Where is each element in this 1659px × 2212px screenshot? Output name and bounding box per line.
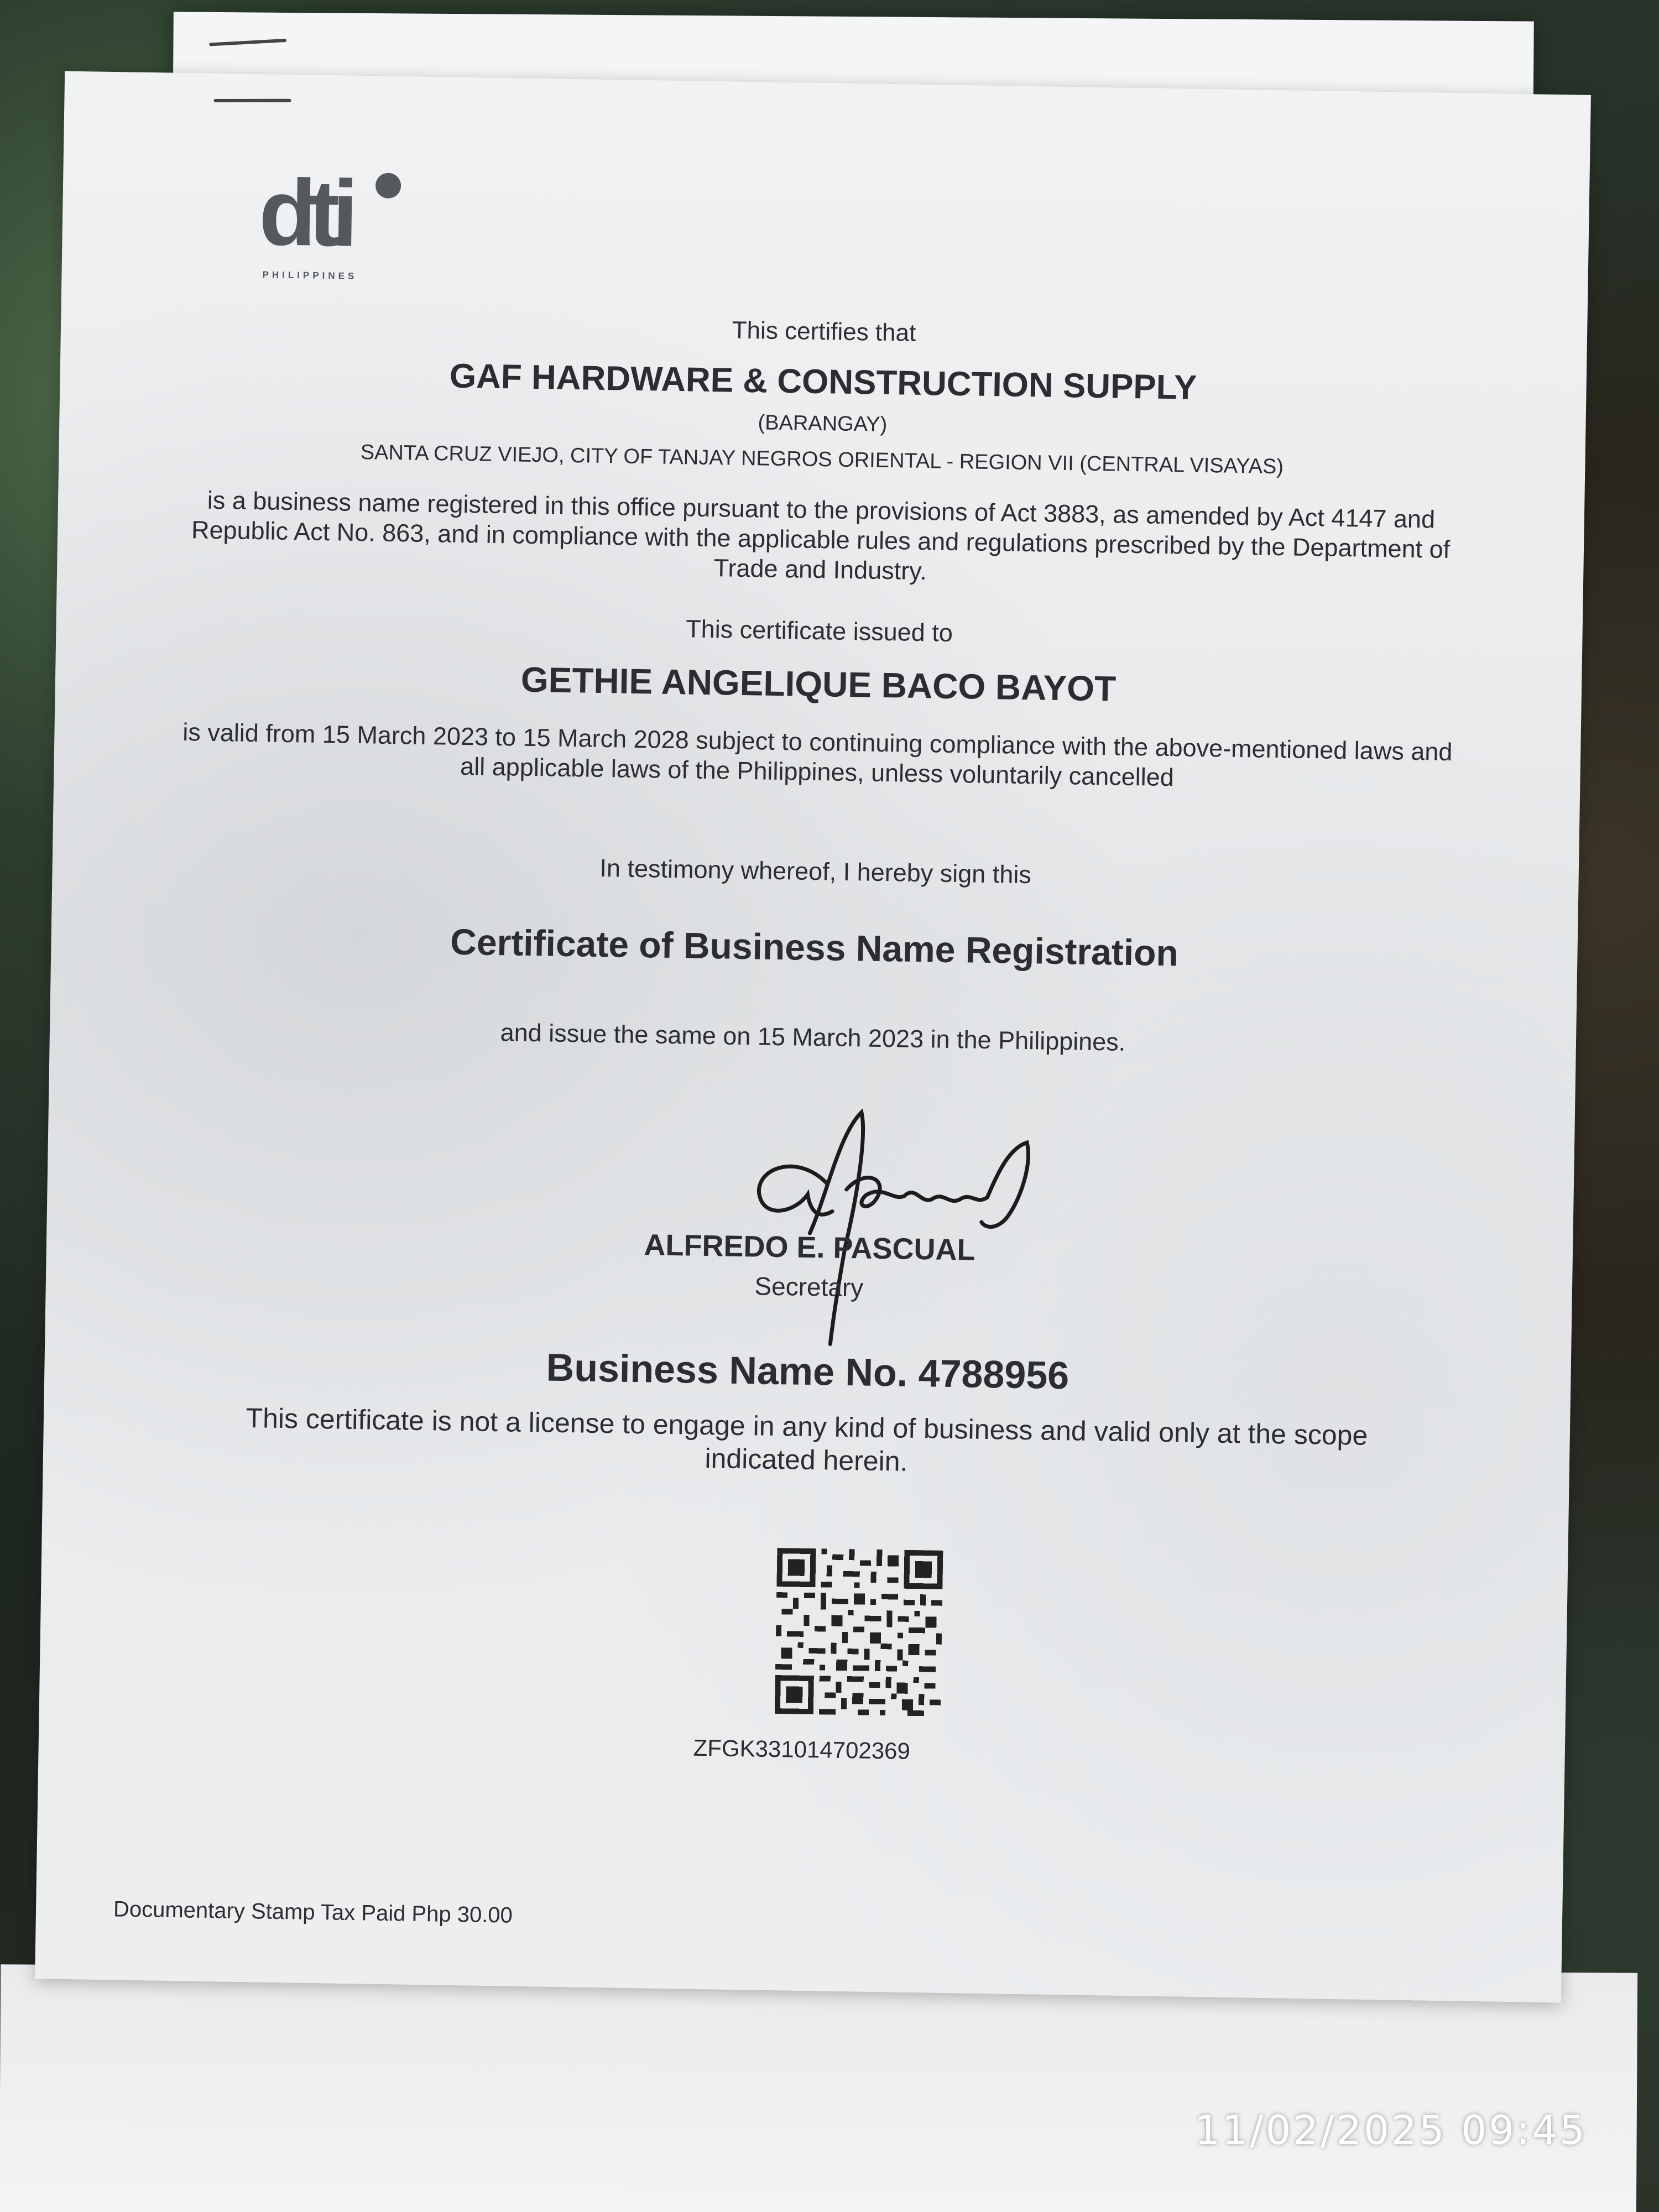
stamp-tax-text: Documentary Stamp Tax Paid Php 30.00 [113,1897,513,1928]
logo-dot [375,173,401,199]
logo-wordmark: dti [258,160,352,267]
business-name-number: Business Name No. 4788956 [546,1345,1070,1397]
signatory-title: Secretary [754,1271,864,1302]
testimony-text: In testimony whereof, I hereby sign this [599,853,1032,889]
business-name: GAF HARDWARE & CONSTRUCTION SUPPLY [449,357,1197,407]
registration-paragraph: is a business name registered in this office pursuant to the provisions of Act 3883, as amended by Act 4147 and Republic Act No. 863, and in compliance with the applicable rules and regulations prescribed by the Department of Trade and Industry. [191,486,1451,586]
qr-code [775,1548,943,1717]
issued-to-text: This certificate issued to [685,614,953,647]
pen-mark [213,99,291,102]
handwritten-signature [697,1099,1044,1359]
back-paper-bottom [0,1964,1637,2212]
qr-code-text: ZFGK331014702369 [693,1734,911,1764]
certifies-text: This certifies that [732,316,916,347]
business-scope: (BARANGAY) [758,411,888,436]
signatory-name: ALFREDO E. PASCUAL [644,1228,975,1267]
owner-name: GETHIE ANGELIQUE BACO BAYOT [520,659,1117,709]
certificate-sheet [35,71,1591,2003]
dti-logo [258,160,404,295]
business-address: SANTA CRUZ VIEJO, CITY OF TANJAY NEGROS ORIENTAL - REGION VII (CENTRAL VISAYAS) [360,441,1284,479]
issue-date-text: and issue the same on 15 March 2023 in the Philippines. [500,1018,1126,1056]
license-disclaimer: This certificate is not a license to engage in any kind of business and valid only at the scope indicated herein. [246,1402,1368,1477]
certificate-title: Certificate of Business Name Registration [450,921,1179,974]
photo-timestamp: 11/02/2025 09:45 [1194,2107,1587,2153]
logo-subtitle: PHILIPPINES [262,269,358,281]
validity-paragraph: is valid from 15 March 2023 to 15 March 2028 subject to continuing compliance with the above-mentioned laws and all applicable laws of the Philippines, unless voluntarily cancelled [182,718,1453,792]
